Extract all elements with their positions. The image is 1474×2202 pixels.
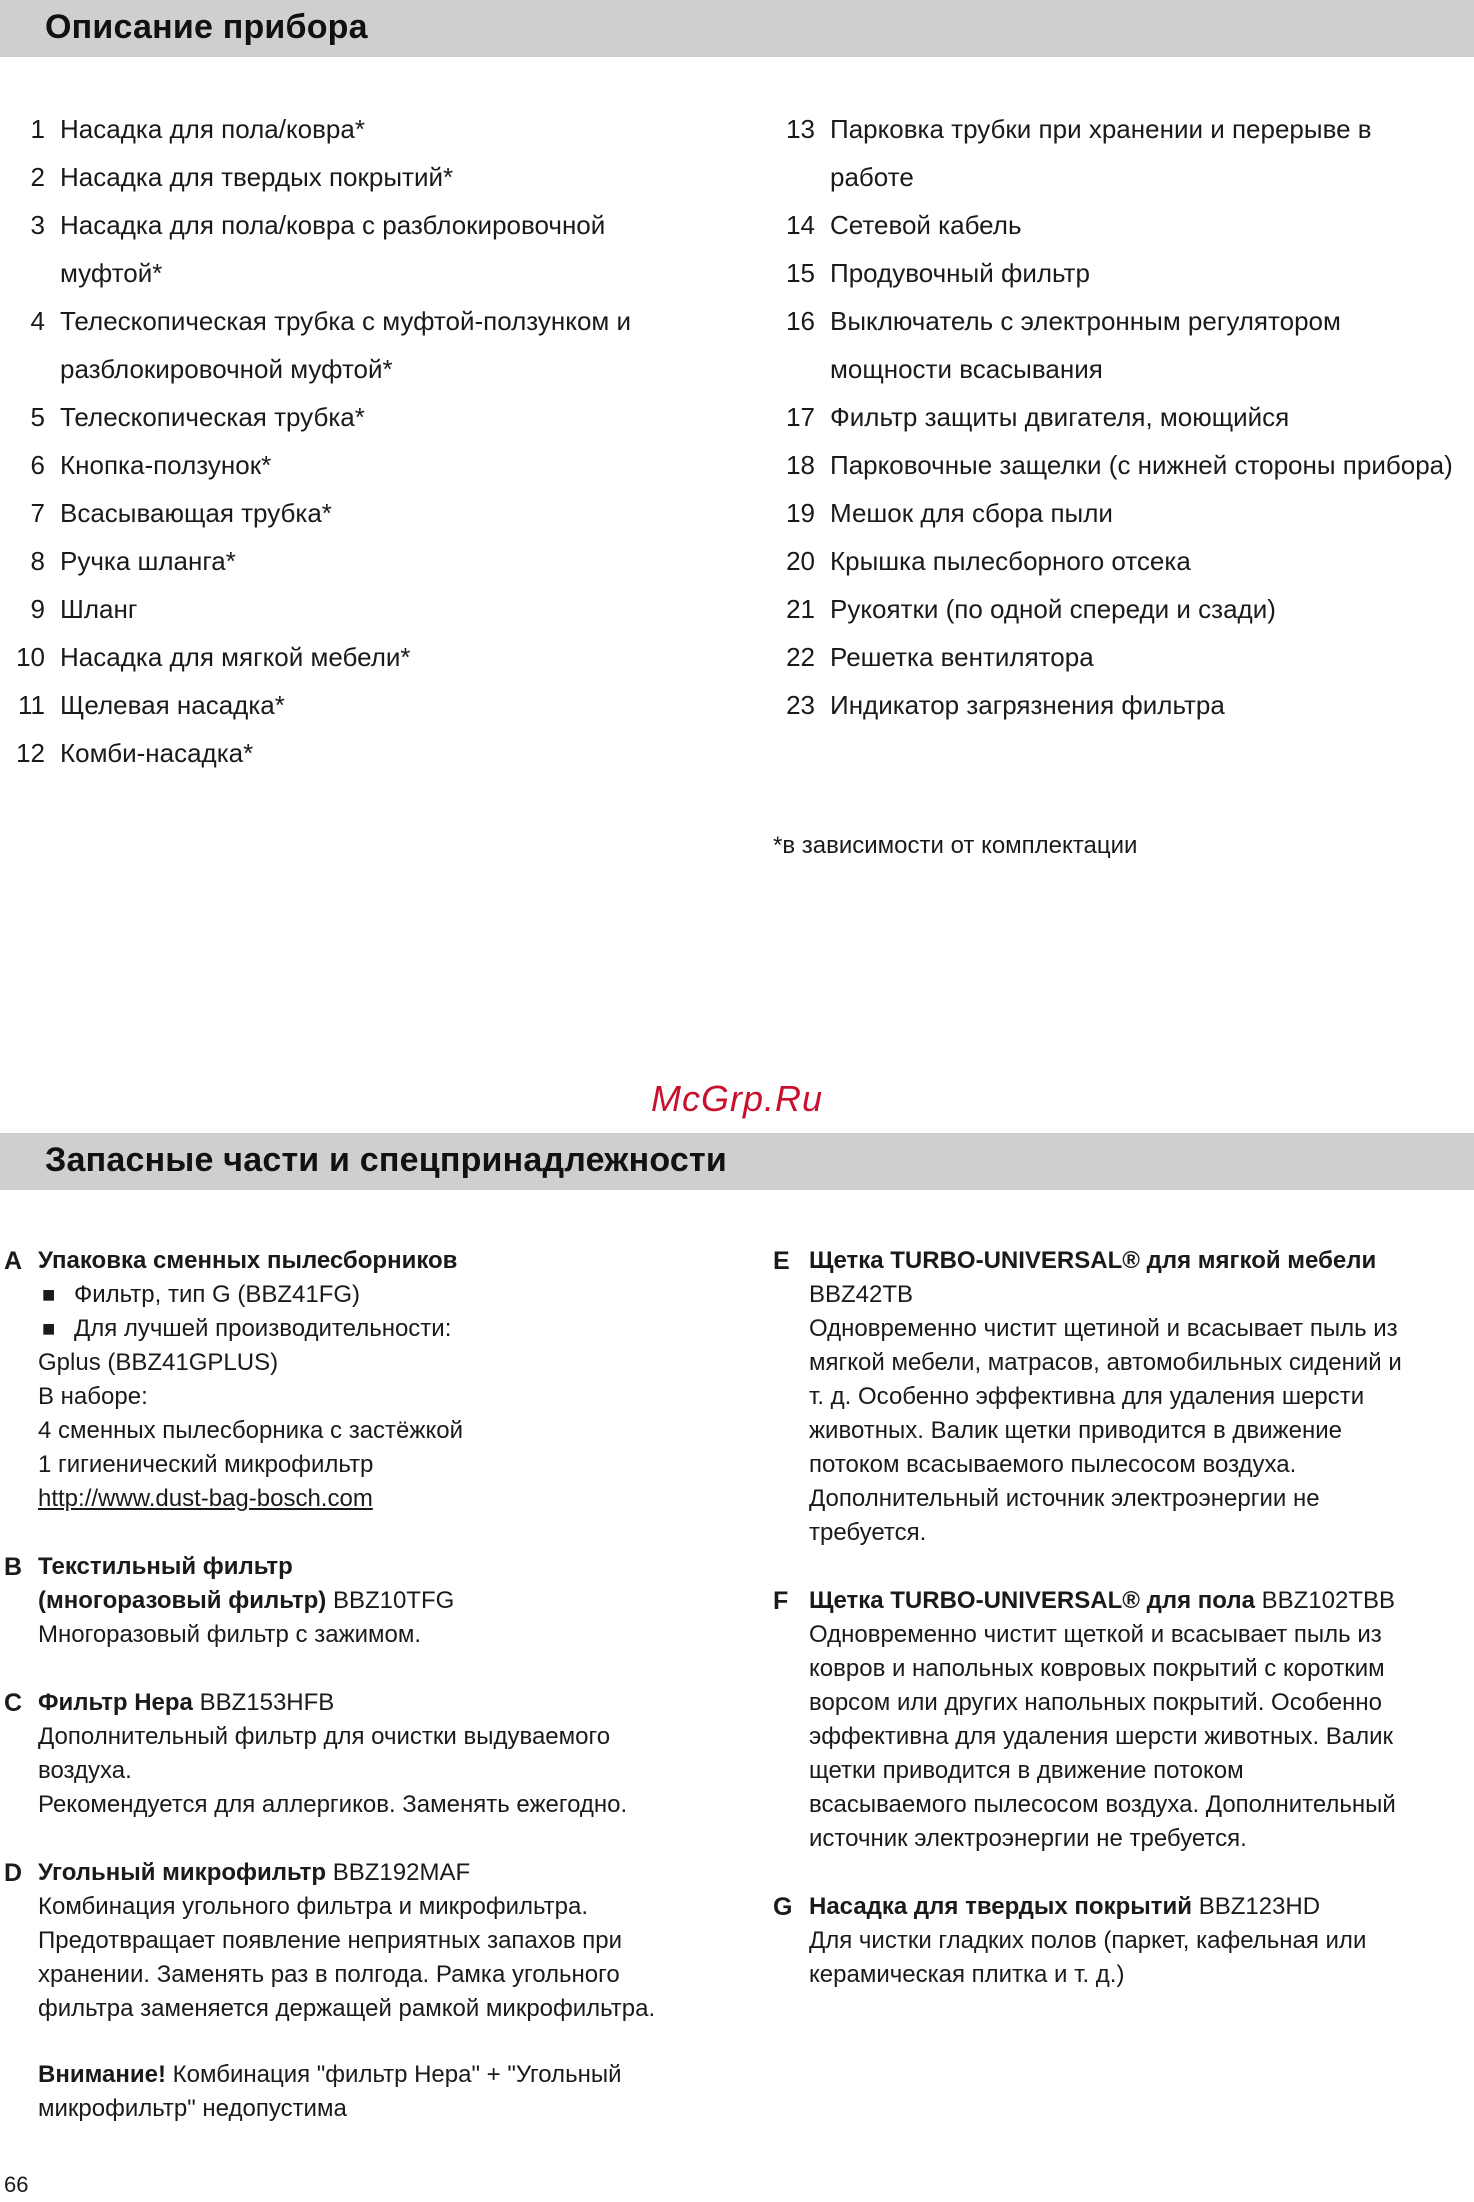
list-item: 15 Продувочный фильтр — [786, 258, 1090, 288]
text-line: хранении. Заменять раз в полгода. Рамка угольного — [38, 1961, 620, 1988]
warning-label: Внимание! — [38, 2061, 166, 2088]
product-code: BBZ42TB — [809, 1281, 914, 1308]
parts-list-left — [0, 105, 700, 777]
list-item: 3 Насадка для пола/ковра с разблокировочной — [30, 210, 606, 240]
text-line: Одновременно чистит щеткой и всасывает пыль из — [809, 1621, 1382, 1648]
list-item: 9 Шланг — [30, 594, 138, 624]
text-line: мягкой мебели, матрасов, автомобильных сидений и — [809, 1349, 1402, 1376]
text-line: ворсом или других напольных покрытий. Особенно — [809, 1689, 1382, 1716]
list-item: 14 Сетевой кабель — [786, 210, 1022, 240]
product-code: BBZ102TBB — [1261, 1587, 1395, 1614]
text-line: Gplus (BBZ41GPLUS) — [38, 1349, 279, 1376]
text-line: керамическая плитка и т. д.) — [809, 1961, 1125, 1988]
item-letter: E — [773, 1247, 790, 1275]
accessory-title: Фильтр Hepa — [38, 1689, 193, 1716]
text-line: Предотвращает появление неприятных запахов при — [38, 1927, 623, 1954]
accessory-g — [773, 1890, 1473, 1992]
list-item: 6 Кнопка-ползунок* — [30, 450, 272, 480]
parts-list-right — [770, 105, 1470, 729]
list-item: 8 Ручка шланга* — [30, 546, 236, 576]
list-item-cont: муфтой* — [60, 258, 163, 288]
product-code: BBZ192MAF — [332, 1859, 471, 1886]
list-item: 17 Фильтр защиты двигателя, моющийся — [786, 402, 1290, 432]
accessory-f — [773, 1584, 1473, 1856]
text-line: Для чистки гладких полов (паркет, кафельная или — [809, 1927, 1367, 1954]
list-item: 5 Телескопическая трубка* — [30, 402, 365, 432]
text-line: фильтра заменяется держащей рамкой микрофильтра. — [38, 1995, 656, 2022]
dust-bag-link[interactable]: http://www.dust-bag-bosch.com — [38, 1485, 373, 1512]
accessory-b — [0, 1550, 700, 1652]
list-item: 19 Мешок для сбора пыли — [786, 498, 1113, 528]
item-letter: C — [4, 1689, 23, 1717]
section-header-accessories — [0, 1133, 1474, 1190]
list-item: 2 Насадка для твердых покрытий* — [30, 162, 454, 192]
footnote: *в зависимости от комплектации — [773, 832, 1138, 859]
item-letter: D — [4, 1859, 23, 1887]
accessory-title: Щетка TURBO-UNIVERSAL® для пола — [809, 1587, 1255, 1614]
text-line: ковров и напольных ковровых покрытий с коротким — [809, 1655, 1385, 1682]
section-title: Описание прибора — [45, 8, 368, 46]
watermark: McGrp.Ru — [650, 1078, 824, 1119]
list-item-cont: мощности всасывания — [830, 354, 1103, 384]
text-line: животных. Валик щетки приводится в движение — [809, 1417, 1342, 1444]
accessory-title: Текстильный фильтр — [38, 1553, 293, 1580]
accessory-title-cont: (многоразовый фильтр) — [38, 1587, 327, 1614]
item-letter: G — [773, 1893, 793, 1921]
accessory-d — [0, 1856, 700, 2026]
bullet-item: ■ Фильтр, тип G (BBZ41FG) — [38, 1278, 700, 1312]
text-line: источник электроэнергии не требуется. — [809, 1825, 1247, 1852]
item-letter: F — [773, 1587, 789, 1615]
text-line: Многоразовый фильтр с зажимом. — [38, 1621, 422, 1648]
text-line: т. д. Особенно эффективна для удаления шерсти — [809, 1383, 1365, 1410]
text-line: Дополнительный источник электроэнергии не — [809, 1485, 1320, 1512]
list-item: 13 Парковка трубки при хранении и перерыве в — [786, 114, 1372, 144]
list-item: 4 Телескопическая трубка с муфтой-ползунком и — [30, 306, 632, 336]
text-line: всасываемого пылесосом воздуха. Дополнительный — [809, 1791, 1396, 1818]
product-code: BBZ153HFB — [199, 1689, 335, 1716]
list-item: 23 Индикатор загрязнения фильтра — [786, 690, 1225, 720]
list-item: 7 Всасывающая трубка* — [30, 498, 332, 528]
list-item: 18 Парковочные защелки (с нижней стороны прибора) — [786, 450, 1453, 480]
product-code: BBZ10TFG — [332, 1587, 455, 1614]
product-code: BBZ123HD — [1198, 1893, 1321, 1920]
list-item: 20 Крышка пылесборного отсека — [786, 546, 1191, 576]
text-line: Комбинация угольного фильтра и микрофильтра. — [38, 1893, 588, 1920]
list-item: 22 Решетка вентилятора — [786, 642, 1094, 672]
list-item: 1 Насадка для пола/ковра* — [30, 114, 365, 144]
list-item: 16 Выключатель с электронным регулятором — [786, 306, 1341, 336]
section-header-description — [0, 0, 1474, 57]
text-line: В наборе: — [38, 1383, 148, 1410]
text-line: щетки приводится в движение потоком — [809, 1757, 1244, 1784]
accessories-right-column — [773, 1244, 1473, 2026]
text-line: потоком всасываемого пылесосом воздуха. — [809, 1451, 1297, 1478]
list-item-cont: работе — [830, 162, 914, 192]
accessory-c — [0, 1686, 700, 1822]
text-line: 1 гигиенический микрофильтр — [38, 1451, 374, 1478]
accessory-title: Насадка для твердых покрытий — [809, 1893, 1193, 1920]
item-letter: B — [4, 1553, 23, 1581]
accessory-e — [773, 1244, 1473, 1550]
text-line: Дополнительный фильтр для очистки выдуваемого — [38, 1723, 611, 1750]
text-line: Одновременно чистит щетиной и всасывает пыль из — [809, 1315, 1398, 1342]
list-item: 11 Щелевая насадка* — [18, 690, 285, 720]
text-line: Рекомендуется для аллергиков. Заменять ежегодно. — [38, 1791, 628, 1818]
list-item: 12 Комби-насадка* — [16, 738, 254, 768]
accessory-title: Угольный микрофильтр — [38, 1859, 327, 1886]
accessory-title: Щетка TURBO-UNIVERSAL® для мягкой мебели — [809, 1247, 1377, 1274]
list-item: 10 Насадка для мягкой мебели* — [16, 642, 411, 672]
text-line: требуется. — [809, 1519, 927, 1546]
accessory-a — [0, 1244, 700, 1516]
section-title: Запасные части и спецпринадлежности — [45, 1141, 727, 1179]
list-item: 21 Рукоятки (по одной спереди и сзади) — [786, 594, 1276, 624]
list-item-cont: разблокировочной муфтой* — [60, 354, 393, 384]
accessories-left-column — [0, 1244, 700, 2060]
warning-note: Внимание! Комбинация "фильтр Hepa" + "Угольный микрофильтр" недопустима — [38, 2061, 622, 2122]
text-line: эффективна для удаления шерсти животных. Валик — [809, 1723, 1394, 1750]
text-line: 4 сменных пылесборника с застёжкой — [38, 1417, 463, 1444]
text-line: воздуха. — [38, 1757, 132, 1784]
item-letter: A — [4, 1247, 23, 1275]
accessory-title: Упаковка сменных пылесборников — [38, 1247, 458, 1274]
bullet-item: ■ Для лучшей производительности: — [38, 1312, 700, 1346]
page-number: 66 — [4, 2172, 29, 2197]
